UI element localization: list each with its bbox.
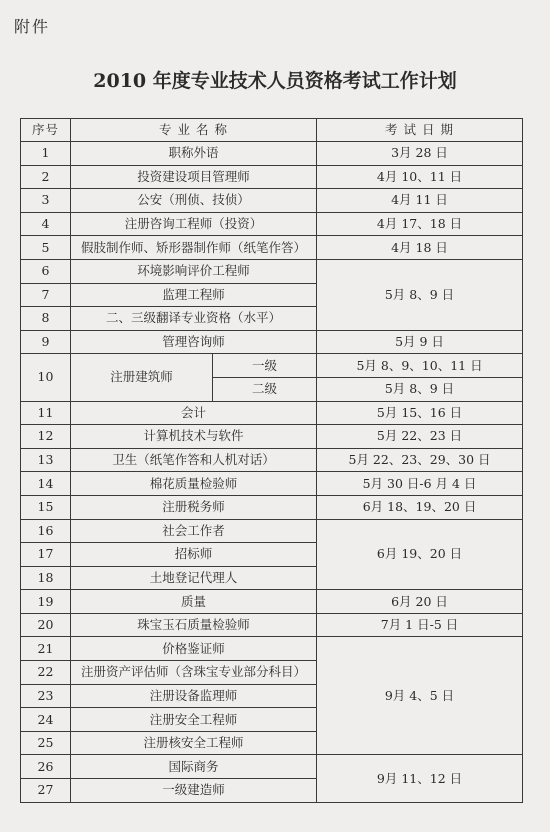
row-number: 19 [21, 590, 71, 614]
profession-name: 管理咨询师 [71, 330, 317, 354]
table-row [21, 495, 523, 519]
exam-date: 6月 18、19、20 日 [317, 495, 523, 519]
row-number: 15 [21, 495, 71, 519]
table-row [21, 448, 523, 472]
table-row [21, 142, 523, 166]
exam-date-merged: 6月 19、20 日 [317, 519, 523, 590]
column-header-number: 序号 [21, 119, 71, 142]
profession-name: 注册设备监理师 [71, 684, 317, 708]
row-number: 21 [21, 637, 71, 661]
row-number: 10 [21, 354, 71, 401]
row-number: 3 [21, 189, 71, 213]
exam-date: 7月 1 日-5 日 [317, 613, 523, 637]
table-row [21, 425, 523, 449]
row-number: 14 [21, 472, 71, 496]
profession-name: 珠宝玉石质量检验师 [71, 613, 317, 637]
exam-date: 4月 17、18 日 [317, 212, 523, 236]
row-number: 5 [21, 236, 71, 260]
table-row [21, 637, 523, 661]
profession-name: 注册税务师 [71, 495, 317, 519]
table-row [21, 330, 523, 354]
exam-date: 4月 11 日 [317, 189, 523, 213]
table-row [21, 613, 523, 637]
table-row [21, 165, 523, 189]
exam-date: 5月 30 日-6 月 4 日 [317, 472, 523, 496]
profession-level: 一级 [213, 354, 317, 378]
table-row [21, 472, 523, 496]
row-number: 20 [21, 613, 71, 637]
exam-date-merged: 9月 11、12 日 [317, 755, 523, 802]
profession-name: 质量 [71, 590, 317, 614]
profession-name: 注册安全工程师 [71, 708, 317, 732]
row-number: 11 [21, 401, 71, 425]
profession-name: 监理工程师 [71, 283, 317, 307]
profession-name: 一级建造师 [71, 779, 317, 803]
profession-name: 国际商务 [71, 755, 317, 779]
row-number: 27 [21, 779, 71, 803]
profession-level: 二级 [213, 377, 317, 401]
profession-name: 注册资产评估师（含珠宝专业部分科目） [71, 661, 317, 685]
exam-date-merged: 5月 8、9 日 [317, 259, 523, 330]
row-number: 2 [21, 165, 71, 189]
profession-name: 假肢制作师、矫形器制作师（纸笔作答） [71, 236, 317, 260]
exam-date: 5月 8、9 日 [317, 377, 523, 401]
table-row [21, 401, 523, 425]
profession-name: 注册核安全工程师 [71, 731, 317, 755]
table-row [21, 236, 523, 260]
exam-date: 6月 20 日 [317, 590, 523, 614]
page-title: 2010 年度专业技术人员资格考试工作计划 [93, 70, 457, 92]
row-number: 17 [21, 543, 71, 567]
table-row [21, 519, 523, 543]
table-row [21, 354, 523, 378]
row-number: 25 [21, 731, 71, 755]
table-row [21, 755, 523, 779]
profession-name: 社会工作者 [71, 519, 317, 543]
row-number: 8 [21, 307, 71, 331]
row-number: 12 [21, 425, 71, 449]
exam-date: 5月 8、9、10、11 日 [317, 354, 523, 378]
exam-date: 4月 18 日 [317, 236, 523, 260]
attachment-label: 附件 [14, 17, 51, 36]
exam-schedule-table [20, 118, 523, 803]
profession-name: 棉花质量检验师 [71, 472, 317, 496]
row-number: 24 [21, 708, 71, 732]
exam-date: 5月 15、16 日 [317, 401, 523, 425]
row-number: 9 [21, 330, 71, 354]
profession-name: 计算机技术与软件 [71, 425, 317, 449]
profession-name: 土地登记代理人 [71, 566, 317, 590]
profession-name: 注册建筑师 [71, 354, 213, 401]
profession-name: 会计 [71, 401, 317, 425]
exam-date: 3月 28 日 [317, 142, 523, 166]
row-number: 13 [21, 448, 71, 472]
column-header-profession: 专 业 名 称 [71, 119, 317, 142]
row-number: 22 [21, 661, 71, 685]
exam-date: 5月 22、23、29、30 日 [317, 448, 523, 472]
exam-date: 5月 9 日 [317, 330, 523, 354]
exam-date-merged: 9月 4、5 日 [317, 637, 523, 755]
table-row [21, 590, 523, 614]
profession-name: 公安（刑侦、技侦） [71, 189, 317, 213]
profession-name: 二、三级翻译专业资格（水平） [71, 307, 317, 331]
row-number: 26 [21, 755, 71, 779]
profession-name: 价格鉴证师 [71, 637, 317, 661]
table-row [21, 212, 523, 236]
profession-name: 注册咨询工程师（投资） [71, 212, 317, 236]
column-header-date: 考 试 日 期 [317, 119, 523, 142]
table-row [21, 189, 523, 213]
row-number: 7 [21, 283, 71, 307]
profession-name: 环境影响评价工程师 [71, 259, 317, 283]
row-number: 16 [21, 519, 71, 543]
profession-name: 投资建设项目管理师 [71, 165, 317, 189]
exam-date: 5月 22、23 日 [317, 425, 523, 449]
row-number: 6 [21, 259, 71, 283]
row-number: 18 [21, 566, 71, 590]
table-row [21, 259, 523, 283]
table-header-row [21, 119, 523, 142]
row-number: 4 [21, 212, 71, 236]
exam-date: 4月 10、11 日 [317, 165, 523, 189]
row-number: 23 [21, 684, 71, 708]
profession-name: 招标师 [71, 543, 317, 567]
profession-name: 卫生（纸笔作答和人机对话） [71, 448, 317, 472]
profession-name: 职称外语 [71, 142, 317, 166]
row-number: 1 [21, 142, 71, 166]
